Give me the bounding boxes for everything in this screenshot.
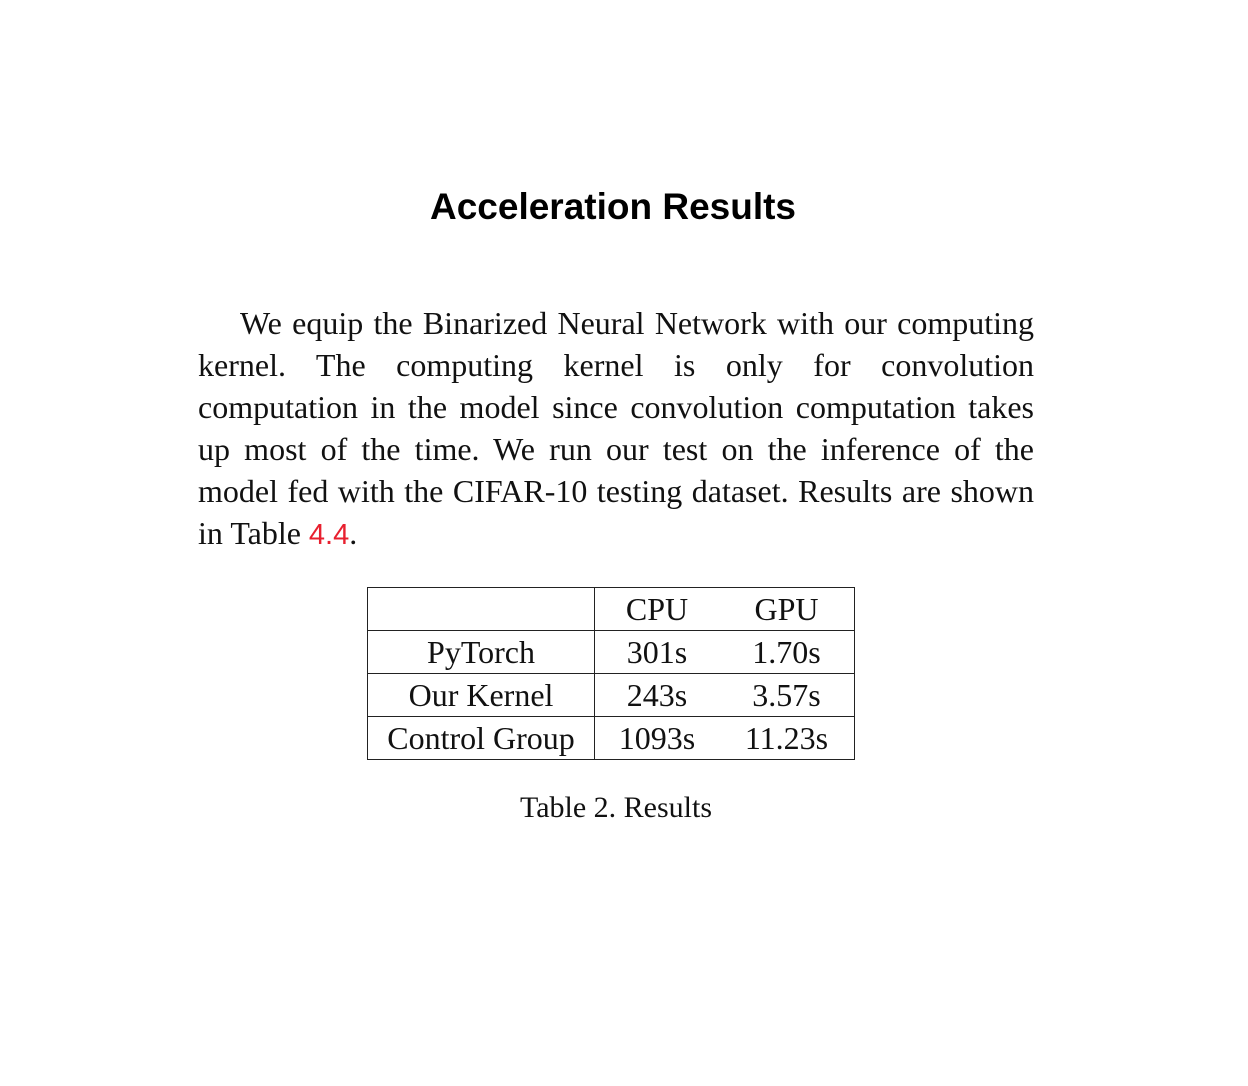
- cpu-value: 243s: [595, 674, 720, 717]
- cpu-value: 301s: [595, 631, 720, 674]
- gpu-value: 11.23s: [719, 717, 855, 760]
- row-label: PyTorch: [368, 631, 595, 674]
- header-cpu: CPU: [595, 588, 720, 631]
- row-label: Our Kernel: [368, 674, 595, 717]
- cpu-value: 1093s: [595, 717, 720, 760]
- table-reference-link[interactable]: 4.4: [308, 519, 350, 551]
- table-row: [368, 631, 855, 674]
- section-title: Acceleration Results: [429, 186, 797, 227]
- header-gpu: GPU: [719, 588, 855, 631]
- table-caption: Table 2. Results: [519, 791, 713, 824]
- row-label: Control Group: [368, 717, 595, 760]
- paragraph-text: We equip the Binarized Neural Network with our computing kernel. The computing kernel is only for convolution computation in the model since convolution computation takes up most of the time. We run our test on the inference of the model fed with the CIFAR-10 testing dataset. Results are shown in Table: [198, 305, 1034, 551]
- body-paragraph: [198, 302, 1034, 556]
- table-row: [368, 674, 855, 717]
- table-header-row: [368, 588, 855, 631]
- gpu-value: 1.70s: [719, 631, 855, 674]
- results-table: [367, 587, 855, 760]
- gpu-value: 3.57s: [719, 674, 855, 717]
- header-empty-cell: [368, 588, 595, 631]
- table-row: [368, 717, 855, 760]
- paragraph-end-punct: .: [349, 515, 358, 551]
